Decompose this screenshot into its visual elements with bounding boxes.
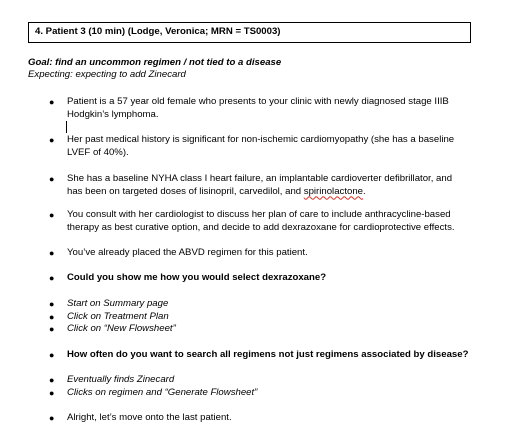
bullet-icon: ● [49, 324, 55, 334]
list-item-text: Could you show me how you would select dexrazoxane? [67, 272, 327, 283]
list-item [49, 96, 469, 121]
list-item [49, 272, 469, 285]
bullet-icon: ● [49, 210, 55, 220]
list-item [49, 311, 469, 324]
list-item-text: How often do you want to search all regimens not just regimens associated by disease? [67, 349, 469, 360]
bullet-icon: ● [49, 135, 55, 145]
bullet-icon: ● [49, 273, 55, 283]
bullet-icon: ● [49, 174, 55, 184]
patient-heading-box [28, 22, 471, 43]
bullet-icon: ● [49, 350, 55, 360]
bullet-icon: ● [49, 299, 55, 309]
bullet-icon: ● [49, 388, 55, 398]
list-item-text: You’ve already placed the ABVD regimen for this patient. [67, 247, 308, 258]
bullet-icon: ● [49, 312, 55, 322]
list-item [49, 298, 469, 311]
bullet-icon: ● [49, 413, 55, 423]
patient-heading: 4. Patient 3 (10 min) (Lodge, Veronica; MRN = TS0003) [35, 26, 281, 38]
list-item-text: Her past medical history is significant for non-ischemic cardiomyopathy (she has a baseline LVEF of 40%). [67, 134, 455, 158]
misspelled-word: spirinolactone [303, 185, 363, 197]
bullet-icon: ● [49, 97, 55, 107]
list-item-text: Start on Summary page [67, 298, 169, 309]
list-item-text: Click on “New Flowsheet” [67, 323, 176, 334]
list-item-text: Clicks on regimen and “Generate Flowsheet” [67, 387, 258, 398]
list-item-text: Alright, let’s move onto the last patient. [67, 412, 232, 423]
list-item [49, 387, 469, 400]
list-item [49, 209, 469, 234]
list-item-text: Click on Treatment Plan [67, 311, 169, 322]
text-cursor [66, 121, 67, 133]
list-item [49, 374, 469, 387]
list-item [49, 173, 469, 198]
list-item [49, 323, 469, 336]
list-item-text [67, 173, 469, 198]
list-item [49, 247, 469, 260]
list-item [49, 412, 469, 425]
goal-text: Goal: find an uncommon regimen / not tied to a disease [28, 57, 282, 68]
bullet-icon: ● [49, 248, 55, 258]
list-item-text-part: She has a baseline NYHA class I heart failure, an implantable cardioverter defibrillator, and has been on targeted doses of lisinopril, carvedilol, and [67, 173, 453, 197]
list-item [49, 134, 469, 159]
list-item-text: You consult with her cardiologist to discuss her plan of care to include anthracycline-based therapy as best curative option, and decide to add dexrazoxane for cardioprotective effects. [67, 209, 455, 233]
list-item-text: Patient is a 57 year old female who presents to your clinic with newly diagnosed stage IIIB Hodgkin’s lymphoma. [67, 96, 449, 120]
bullet-icon: ● [49, 375, 55, 385]
list-item [49, 349, 469, 362]
list-item-text: Eventually finds Zinecard [67, 374, 175, 385]
list-item-text-end: . [363, 185, 366, 197]
expecting-text: Expecting: expecting to add Zinecard [28, 69, 186, 80]
